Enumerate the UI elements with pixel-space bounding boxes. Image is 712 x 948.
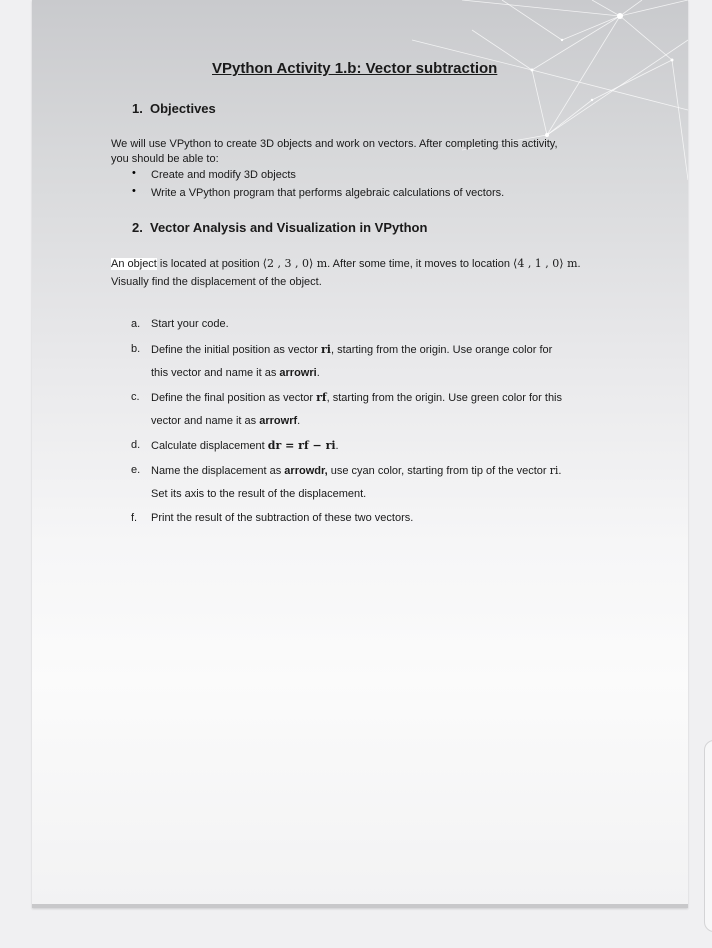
vector-ri: ri: [320, 343, 331, 356]
intro-line-1: We will use VPython to create 3D objects and work on vectors. After completing this activity,: [111, 138, 558, 150]
section2-number: 2.: [132, 220, 143, 235]
document-title: VPython Activity 1.b: Vector subtraction: [212, 60, 498, 77]
section2-heading: Vector Analysis and Visualization in VPython: [150, 220, 428, 235]
side-panel-tab[interactable]: [704, 740, 712, 932]
arrow-name: arrowri: [279, 367, 317, 379]
step-letter: d.: [131, 439, 141, 451]
step-d-text: Calculate displacement dr = rf − ri.: [151, 439, 339, 452]
bullet-dot: •: [132, 167, 136, 179]
step-letter: f.: [131, 512, 138, 524]
final-position-value: ⟨4 , 1 , 0⟩ m: [513, 257, 578, 270]
step-c-text-line-2: vector and name it as arrowrf.: [151, 415, 301, 427]
intro-line-2: you should be able to:: [111, 153, 219, 165]
step-b-text: Define the initial position as vector ri, starting from the origin. Use orange color for: [151, 343, 553, 356]
problem-statement-line-1: An object is located at position ⟨2 , 3 , 0⟩ m. After some time, it moves to location ⟨4 , 1 , 0⟩ m.: [111, 257, 581, 270]
vector-ri: ri: [549, 464, 559, 477]
step-a-text: Start your code.: [151, 318, 229, 330]
step-letter: a.: [131, 318, 141, 330]
problem-statement-line-2: Visually find the displacement of the object.: [111, 276, 322, 288]
step-letter: e.: [131, 464, 141, 476]
document-page: [32, 0, 688, 908]
arrow-name: arrowrf: [259, 415, 298, 427]
step-f-text: Print the result of the subtraction of these two vectors.: [151, 512, 414, 524]
step-letter: b.: [131, 343, 141, 355]
step-e-text: Name the displacement as arrowdr, use cyan color, starting from tip of the vector ri.: [151, 464, 562, 477]
highlighted-text: An object: [111, 258, 157, 270]
initial-position-value: ⟨2 , 3 , 0⟩ m: [262, 257, 328, 270]
arrow-name: arrowdr,: [284, 465, 328, 477]
section1-heading: Objectives: [150, 101, 216, 116]
displacement-formula: dr = rf − ri: [267, 439, 336, 452]
bullet-item: Create and modify 3D objects: [151, 169, 296, 181]
step-c-text: Define the final position as vector rf, starting from the origin. Use green color for this: [151, 391, 563, 404]
bullet-dot: •: [132, 185, 136, 197]
step-letter: c.: [131, 391, 140, 403]
step-b-text-line-2: this vector and name it as arrowri.: [151, 367, 320, 379]
vector-rf: rf: [316, 391, 327, 404]
bullet-item: Write a VPython program that performs algebraic calculations of vectors.: [151, 187, 505, 199]
section1-number: 1.: [132, 101, 143, 116]
network-decoration: [32, 0, 688, 200]
step-e-text-line-2: Set its axis to the result of the displacement.: [151, 488, 367, 500]
